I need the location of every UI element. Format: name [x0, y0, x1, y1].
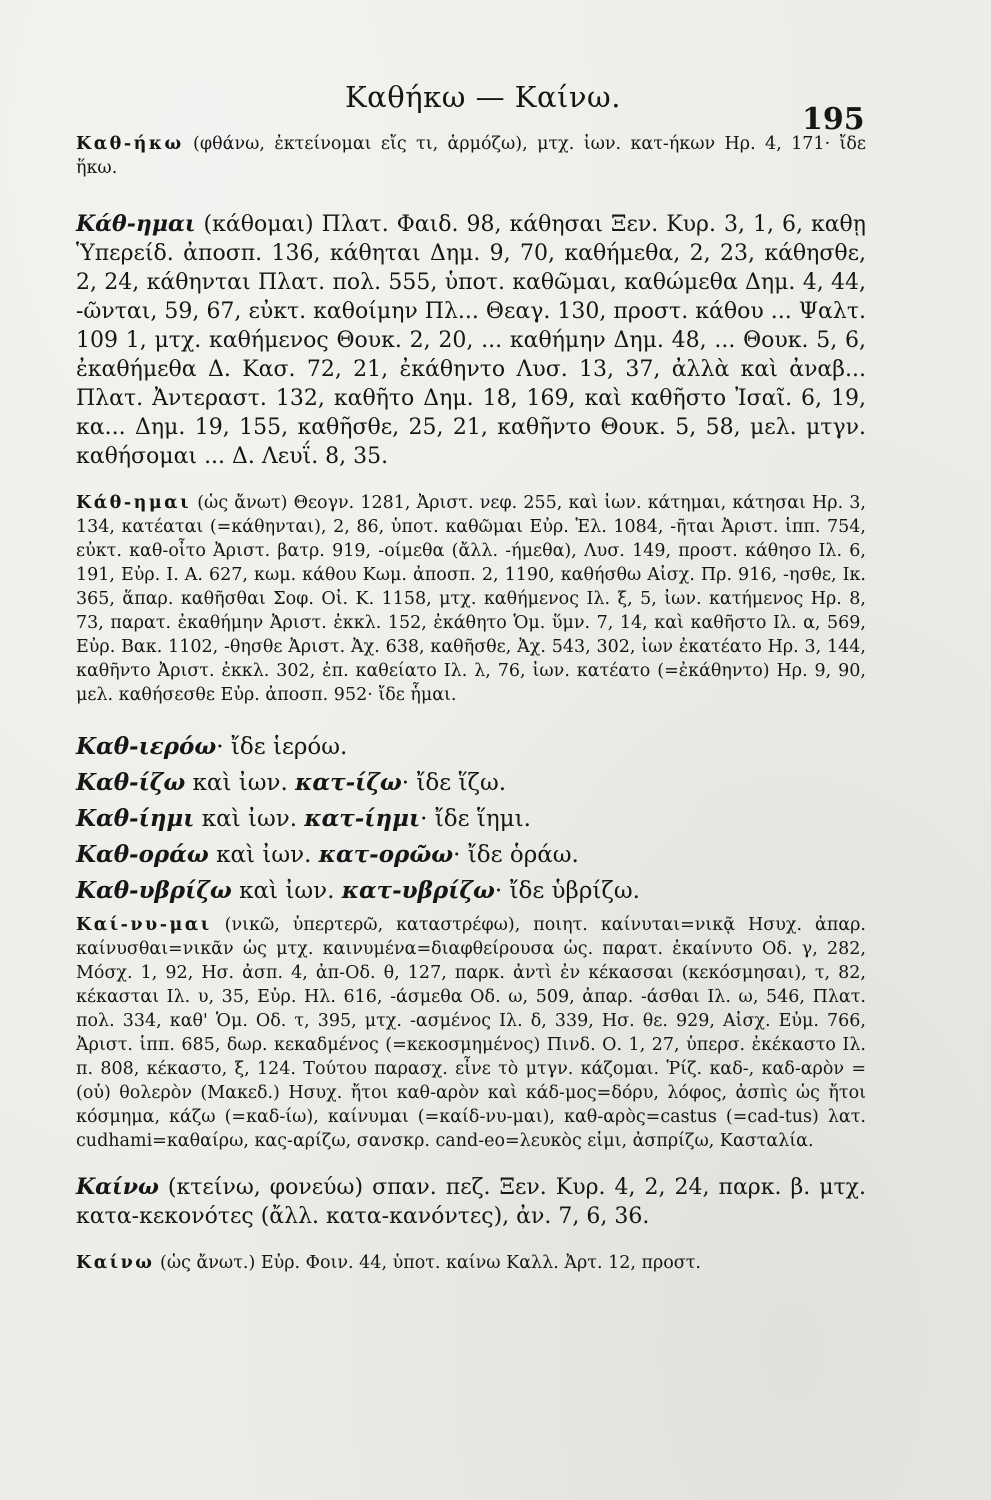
entry-text: · ἴδε ὑβρίζω.: [494, 878, 640, 904]
entry-headword: Καθ-οράω: [76, 841, 209, 868]
entry-kaino: [76, 1173, 866, 1231]
entry-kai-ny-mai: [76, 913, 866, 1153]
entry-text: καὶ ἰων.: [208, 842, 319, 868]
entry-text: (κτείνω, φονεύω) σπαν. πεζ. Ξεν. Κυρ. 4, 2, 24, παρκ. β. μτχ. κατα-κεκονότες (ἄλλ. κατα-κανόντες), ἀν. 7, 6, 36.: [76, 1175, 866, 1229]
entry-headword: Καθ-ίζω: [76, 769, 186, 796]
entry-ionic-form: κατ-ίζω: [295, 769, 402, 796]
header-title: Καθήκω — Καίνω.: [345, 80, 621, 114]
entry-kath-emai: [76, 210, 866, 471]
entry-headword: Καθ-ήκω: [76, 134, 184, 154]
entry-text: (νικῶ, ὑπερτερῶ, καταστρέφω), ποιητ. καίνυται=νικᾷ Ησυχ. ἀπαρ. καίνυσθαι=νικᾶν ὡς μτχ. καινυμένα=διαφθείρουσα ὡς. παρατ. ἐκαίνυτο Οδ. γ, 282, Μόσχ. 1, 92, Ησ. ἀσπ. 4, ἀπ-Οδ. θ, 127, παρκ. ἀντὶ ἐν κέκασσαι (κεκόσμησαι), τ, 82, κέκασται Ιλ. υ, 35, Εὐρ. Ηλ. 616, -άσμεθα Οδ. ω, 509, ἀπαρ. -άσθαι Ιλ. ω, 546, Πλατ. πολ. 334, καθ' Ὁμ. Οδ. τ, 395, μτχ. -ασμένος Ιλ. δ, 339, Ησ. θε. 929, Αἰσχ. Εὐμ. 766, Ἀριστ. ἱππ. 685, δωρ. κεκαδμένος (=κεκοσμημένος) Πινδ. Ο. 1, 27, ὑπερσ. ἐκέκαστο Ιλ. π. 808, κέκαστο, ξ, 124. Τούτου παρασχ. εἶνε τὸ μτγν. κάζομαι. Ῥίζ. καδ-, καδ-αρὸν =(οὐ) θολερὸν (Μακεδ.) Ησυχ. ἤτοι καθ-αρὸν καὶ κάδ-μος=δόρυ, λόφος, ἀσπὶς ὡς ἤτοι κόσμημα, κάζω (=καδ-ίω), καίνυμαι (=καίδ-νυ-μαι), καθ-αρὸς=castus (=cad-tus) λατ. cudhami=καθαίρω, κας-αρίζω, σανσκρ. cand-eo=λευκὸς εἰμι, ἀσπρίζω, Κασταλία.: [76, 915, 866, 1151]
entry-kath-izo: [76, 769, 866, 797]
entry-headword: Κάθ-ημαι: [76, 493, 192, 513]
entry-text: · ἴδε ἱερόω.: [216, 734, 348, 760]
entry-kaino-2: [76, 1251, 866, 1275]
entry-kath-ybrizo: [76, 877, 866, 905]
entry-kath-eko: [76, 132, 866, 180]
entry-text: (ὡς ἄνωτ.) Εὐρ. Φοιν. 44, ὑποτ. καίνω Καλλ. Ἀρτ. 12, προστ.: [154, 1253, 701, 1273]
entry-kath-iemi: [76, 805, 866, 833]
entry-ionic-form: κατ-ορῶω: [318, 841, 454, 868]
entry-text: (κάθομαι) Πλατ. Φαιδ. 98, κάθησαι Ξεν. Κυρ. 3, 1, 6, καθῃ Ὑπερείδ. ἀποσπ. 136, κάθηται Δημ. 9, 70, καθήμεθα, 2, 23, κάθησθε, 2, 24, κάθηνται Πλατ. πολ. 555, ὑποτ. καθῶμαι, καθώμεθα Δημ. 4, 44, -ῶνται, 59, 67, εὐκτ. καθοίμην Πλ... Θεαγ. 130, προστ. κάθου ... Ψαλτ. 109 1, μτχ. καθήμενος Θουκ. 2, 20, ... καθήμην Δημ. 48, ... Θουκ. 5, 6, ἐκαθήμεθα Δ. Κασ. 72, 21, ἐκάθηντο Λυσ. 13, 37, ἀλλὰ καὶ ἀναβ... Πλατ. Ἀντεραστ. 132, καθῆτο Δημ. 18, 169, καὶ καθῆστο Ἰσαῖ. 6, 19, κα... Δημ. 19, 155, καθῆσθε, 25, 21, καθῆντο Θουκ. 5, 58, μελ. μτγν. καθήσομαι ... Δ. Λευΐ. 8, 35.: [76, 212, 866, 469]
entry-text: (ὡς ἄνωτ) Θεογν. 1281, Ἀριστ. νεφ. 255, καὶ ἰων. κάτημαι, κάτησαι Ηρ. 3, 134, κατέαται (=κάθηνται), 2, 86, ὑποτ. καθῶμαι Εὐρ. Ἑλ. 1084, -ῆται Ἀριστ. ἱππ. 754, εὐκτ. καθ-οἶτο Ἀριστ. βατρ. 919, -οίμεθα (ἄλλ. -ήμεθα), Λυσ. 149, προστ. κάθησο Ιλ. 6, 191, Εὐρ. Ι. Α. 627, κωμ. κάθου Κωμ. ἀποσπ. 2, 1190, καθήσθω Αἰσχ. Πρ. 916, -ησθε, Ικ. 365, ἅπαρ. καθῆσθαι Σοφ. Οἰ. Κ. 1158, μτχ. καθήμενος Ιλ. ξ, 5, ἰων. κατήμενος Ηρ. 8, 73, παρατ. ἐκαθήμην Ἀριστ. ἐκκλ. 152, ἐκάθητο Ὁμ. ὕμν. 7, 14, καὶ καθῆστο Ιλ. α, 569, Εὐρ. Βακ. 1102, -θησθε Ἀριστ. Ἀχ. 638, καθῆσθε, Ἀχ. 543, 302, ἰων ἐκατέατο Ηρ. 3, 144, καθῆντο Ἀριστ. ἐκκλ. 302, ἐπ. καθείατο Ιλ. λ, 76, ἰων. κατέατο (=ἐκάθηντο) Ηρ. 9, 90, μελ. καθήσεσθε Εὐρ. ἀποσπ. 952· ἴδε ἧμαι.: [76, 493, 866, 705]
entry-headword: Καθ-ιερόω: [76, 733, 217, 760]
entry-text: καὶ ἰων.: [185, 770, 296, 796]
entry-kath-orao: [76, 841, 866, 869]
entry-headword: Κάθ-ημαι: [76, 211, 196, 237]
page-number: 195: [802, 102, 865, 137]
entry-headword: Καθ-ίημι: [76, 805, 195, 832]
entry-ionic-form: κατ-ίημι: [304, 805, 421, 832]
dictionary-entries: [76, 132, 866, 1275]
entry-headword: Καί-νυ-μαι: [76, 915, 212, 935]
entry-text: (φθάνω, ἐκτείνομαι εἴς τι, ἁρμόζω), μτχ. ἰων. κατ-ήκων Ηρ. 4, 171· ἴδε ἥκω.: [76, 134, 866, 178]
entry-kath-emai-2: [76, 491, 866, 707]
entry-text: · ἴδε ὁράω.: [453, 842, 579, 868]
entry-ionic-form: κατ-υβρίζω: [341, 877, 495, 904]
entry-headword: Καίνω: [76, 1174, 159, 1200]
running-header: [0, 80, 991, 137]
entry-text: · ἴδε ἵζω.: [401, 770, 507, 796]
entry-text: καὶ ἰων.: [231, 878, 342, 904]
entry-text: καὶ ἰων.: [194, 806, 305, 832]
entry-text: · ἴδε ἵημι.: [420, 806, 531, 832]
entry-headword: Καίνω: [76, 1253, 155, 1273]
entry-headword: Καθ-υβρίζω: [76, 877, 232, 904]
entry-kath-ieroo: [76, 733, 866, 761]
